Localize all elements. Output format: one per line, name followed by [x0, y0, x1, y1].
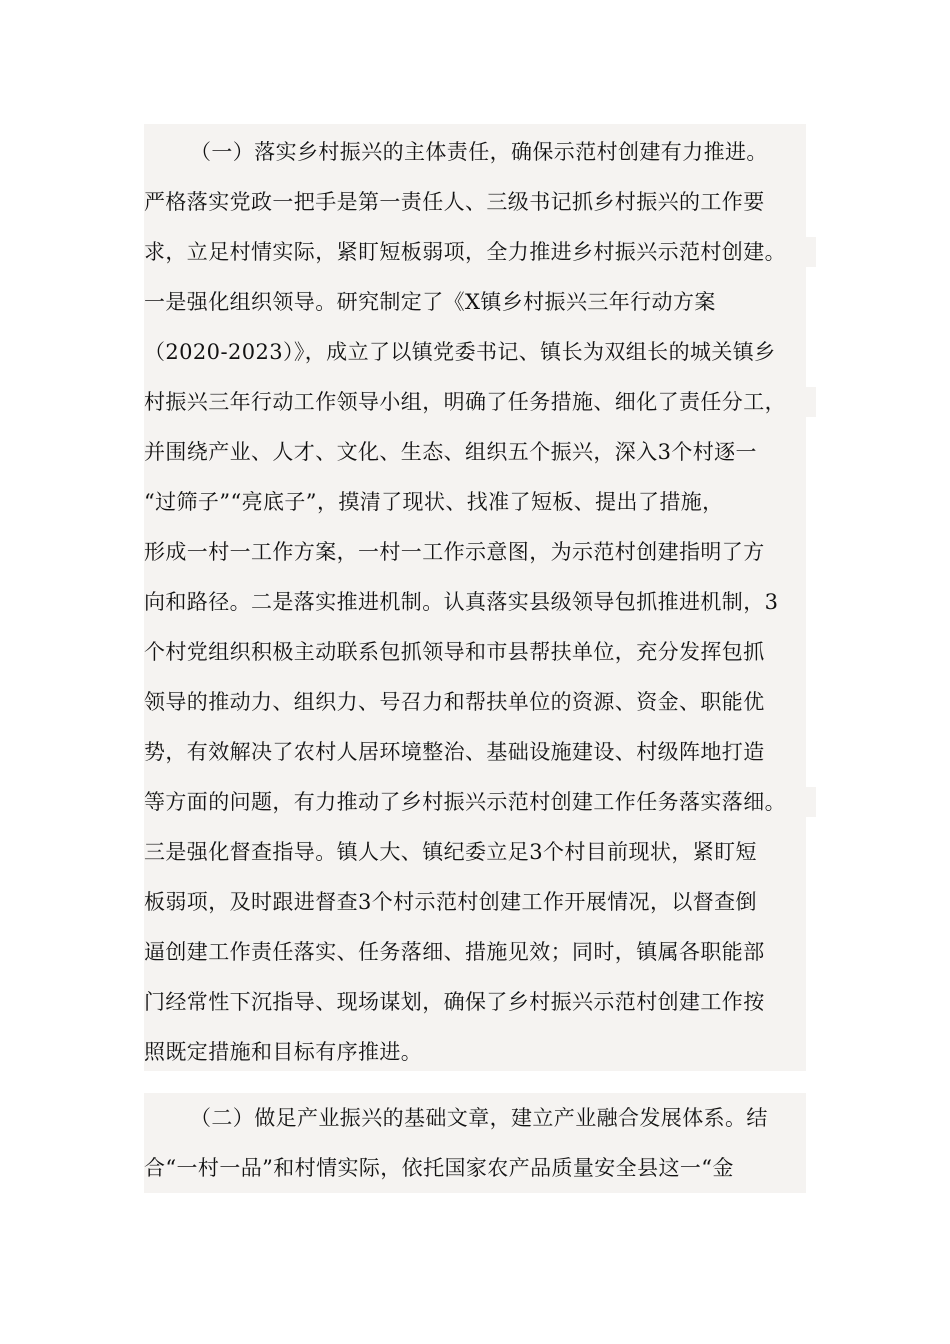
- text-line: 势，有效解决了农村人居环境整治、基础设施建设、村级阵地打造: [144, 740, 765, 764]
- text-line: 三是强化督查指导。镇人大、镇纪委立足3个村目前现状，紧盯短: [144, 840, 757, 864]
- line-overflow-shade: [806, 237, 816, 267]
- text-line: 严格落实党政一把手是第一责任人、三级书记抓乡村振兴的工作要: [144, 190, 765, 214]
- text-line: 逼创建工作责任落实、任务落细、措施见效；同时，镇属各职能部: [144, 940, 765, 964]
- line-overflow-shade: [806, 387, 816, 417]
- text-line: 求，立足村情实际，紧盯短板弱项，全力推进乡村振兴示范村创建。: [144, 240, 786, 264]
- text-line: 形成一村一工作方案，一村一工作示意图，为示范村创建指明了方: [144, 540, 765, 564]
- text-line: 领导的推动力、组织力、号召力和帮扶单位的资源、资金、职能优: [144, 690, 765, 714]
- text-line: 等方面的问题，有力推动了乡村振兴示范村创建工作任务落实落细。: [144, 790, 786, 814]
- section-2-heading-line: （二）做足产业振兴的基础文章，建立产业融合发展体系。结: [190, 1106, 768, 1130]
- text-line: 个村党组织积极主动联系包抓领导和市县帮扶单位，充分发挥包抓: [144, 640, 765, 664]
- text-line: 门经常性下沉指导、现场谋划，确保了乡村振兴示范村创建工作按: [144, 990, 765, 1014]
- text-line: 一是强化组织领导。研究制定了《X镇乡村振兴三年行动方案: [144, 290, 716, 314]
- text-line: 村振兴三年行动工作领导小组，明确了任务措施、细化了责任分工，: [144, 390, 786, 414]
- text-line: （2020-2023）》，成立了以镇党委书记、镇长为双组长的城关镇乡: [144, 340, 776, 364]
- text-line: 向和路径。二是落实推进机制。认真落实县级领导包抓推进机制，3: [144, 590, 779, 614]
- section-2-paragraph: [144, 1093, 806, 1193]
- text-line: “过筛子”“亮底子”，摸清了现状、找准了短板、提出了措施，: [144, 490, 724, 514]
- section-1-heading-line: （一）落实乡村振兴的主体责任，确保示范村创建有力推进。: [190, 140, 768, 164]
- line-overflow-shade: [806, 787, 816, 817]
- text-line: 板弱项，及时跟进督查3个村示范村创建工作开展情况，以督查倒: [144, 890, 757, 914]
- text-line: 并围绕产业、人才、文化、生态、组织五个振兴，深入3个村逐一: [144, 440, 757, 464]
- section-1-paragraph: [144, 124, 806, 1071]
- text-line: 合“一村一品”和村情实际，依托国家农产品质量安全县这一“金: [144, 1156, 734, 1180]
- text-line: 照既定措施和目标有序推进。: [144, 1040, 423, 1064]
